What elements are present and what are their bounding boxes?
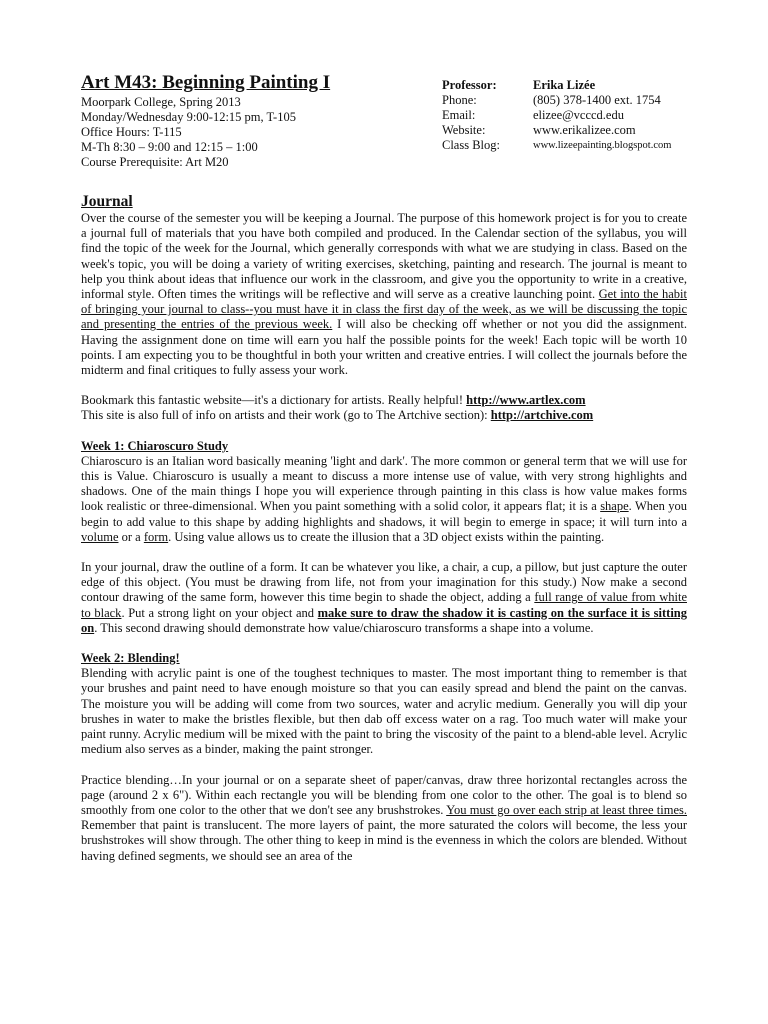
week1-paragraph-1 [81,454,687,545]
week2-paragraph-1: Blending with acrylic paint is one of the toughest techniques to master. The most important thing to remember is that your brushes and paint need to have enough moisture so that you can easily spread and blend the paint on the canvas. The moisture you will be adding will come from two sources, water and acrylic medium. Generally you will dip your brushes in water to make the bristles flexible, but then dab off excess water on a rag. Too much water will make your paint runny. Acrylic medium will be mixed with the paint to bring the viscosity of the paint to a blend-able level. Acrylic medium also serves as a binder, making the paint stronger. [81,666,687,757]
contact-info [442,78,671,153]
bookmark-line [81,393,687,408]
shadow-instruction: make sure to draw the shadow it is casting on the surface it is sitting on [81,605,687,635]
syllabus-header [81,72,696,177]
spacer [81,636,687,651]
week1-text: In your journal, draw the outline of a form. It can be whatever you like, a chair, a cup, a pillow, but just capture the outer edge of this object. (You must be drawing from life, not from your imagination for this study.) Now make a second contour drawing of the same form, however this time begin to shade the object, adding a [81,560,687,605]
week2-paragraph-2 [81,773,687,864]
course-info-line: Moorpark College, Spring 2013 [81,95,241,109]
week1-text: or a [118,529,144,544]
week1-text: . Put a strong light on your object and [121,605,318,620]
course-info [81,95,296,170]
journal-intro-paragraph [81,211,687,378]
website-label: Website: [442,123,486,137]
spacer [81,424,687,439]
artchive-link[interactable]: http://artchive.com [490,408,594,423]
contact-row-phone [442,93,671,108]
email-label: Email: [442,108,476,122]
professor-label: Professor: [442,78,497,92]
term-shape: shape [600,499,629,514]
phone-label: Phone: [442,93,477,107]
three-times-instruction: You must go over each strip at least three times. [446,802,687,817]
week1-text: Chiaroscuro is an Italian word basically meaning 'light and dark'. The more common or general term that we will use for this is Value. Chiaroscuro is usually a meant to discuss a more intense use of value, with very strong highlights and shadows. One of the main things I hope you will experience through painting in this class is how value makes forms look realistic or three-dimensional. When you paint something with a solid color, it appears flat; it is a [81,453,687,514]
contact-row-email [442,108,671,123]
course-info-line: Monday/Wednesday 9:00-12:15 pm, T-105 [81,110,296,124]
week1-text: . When you begin to add value to this shape by adding highlights and shadows, it will begin to emerge in space; it will turn into a [81,499,688,529]
week2-title: Week 2: Blending! [81,651,180,666]
blog-label: Class Blog: [442,138,500,152]
professor-name: Erika Lizée [533,78,596,92]
term-form: form [143,529,169,544]
spacer [81,378,687,393]
artlex-link[interactable]: http://www.artlex.com [466,393,586,408]
week1-text: . This second drawing should demonstrate how value/chiaroscuro transforms a shape into a volume. [94,620,594,635]
week2-text: Practice blending…In your journal or on a separate sheet of paper/canvas, draw three horizontal rectangles across the page (around 2 x 6"). Within each rectangle you will be blending from one color to the other. The goal is to blend so smoothly from one color to the other that we don't see any brushstrokes. [81,772,687,817]
contact-row-website [442,123,671,138]
course-info-line: M-Th 8:30 – 9:00 and 12:15 – 1:00 [81,140,258,154]
blog-value[interactable]: www.lizeepainting.blogspot.com [533,140,672,151]
week1-paragraph-2 [81,560,687,636]
syllabus-body [81,193,687,864]
term-volume: volume [81,529,119,544]
bookmark-text: Bookmark this fantastic website—it's a dictionary for artists. Really helpful! [81,393,467,408]
website-value[interactable]: www.erikalizee.com [533,123,636,137]
week1-text: . Using value allows us to create the illusion that a 3D object exists within the painting. [168,529,605,544]
week1-title: Week 1: Chiaroscuro Study [81,438,229,453]
course-info-line: Office Hours: T-115 [81,125,182,139]
contact-row-professor [442,78,671,93]
journal-requirement-text: Get into the habit of bringing your journal to class--you must have it in class the first day of the week, as we will be discussing the topic and presenting the entries of the previous week. [81,287,687,332]
course-info-line: Course Prerequisite: Art M20 [81,155,229,169]
artchive-line [81,408,687,423]
spacer [81,758,687,773]
value-range-text: full range of value from white to black [81,590,687,620]
artchive-text: This site is also full of info on artists and their work (go to The Artchive section): [81,408,491,423]
journal-intro-text-continued: I will also be checking off whether or not you did the assignment. Having the assignment done on time will earn you half the possible points for the week! Each topic will be worth 10 points. I am expecting you to be thoughtful in both your written and creative entries. I will collect the journals before the midterm and final critiques to fully assess your work. [81,317,688,378]
email-value[interactable]: elizee@vcccd.edu [533,108,624,122]
week2-text: Remember that paint is translucent. The more layers of paint, the more saturated the colors will become, the less your brushstrokes will show through. The other thing to keep in mind is the evenness in which the colors are blended. Without having defined segments, we should see an area of the [81,818,687,863]
journal-intro-text: Over the course of the semester you will be keeping a Journal. The purpose of this homework project is for you to create a journal full of materials that you have both compiled and produced. In the Calendar section of the syllabus, you will find the topic of the week for the Journal, which generally corresponds with what we are studying in class. Based on the week's topic, you will be doing a variety of writing exercises, sketching, painting and research. The journal is meant to help you think about ideas that influence our work in the classroom, and give you the opportunity to write in a creative, informal style. Often times the writings will be reflective and will serve as a creative launching point. [81,211,687,302]
journal-heading: Journal [81,193,133,210]
contact-row-blog [442,138,671,153]
phone-value: (805) 378-1400 ext. 1754 [533,93,661,107]
course-title: Art M43: Beginning Painting I [81,72,331,93]
spacer [81,545,687,560]
